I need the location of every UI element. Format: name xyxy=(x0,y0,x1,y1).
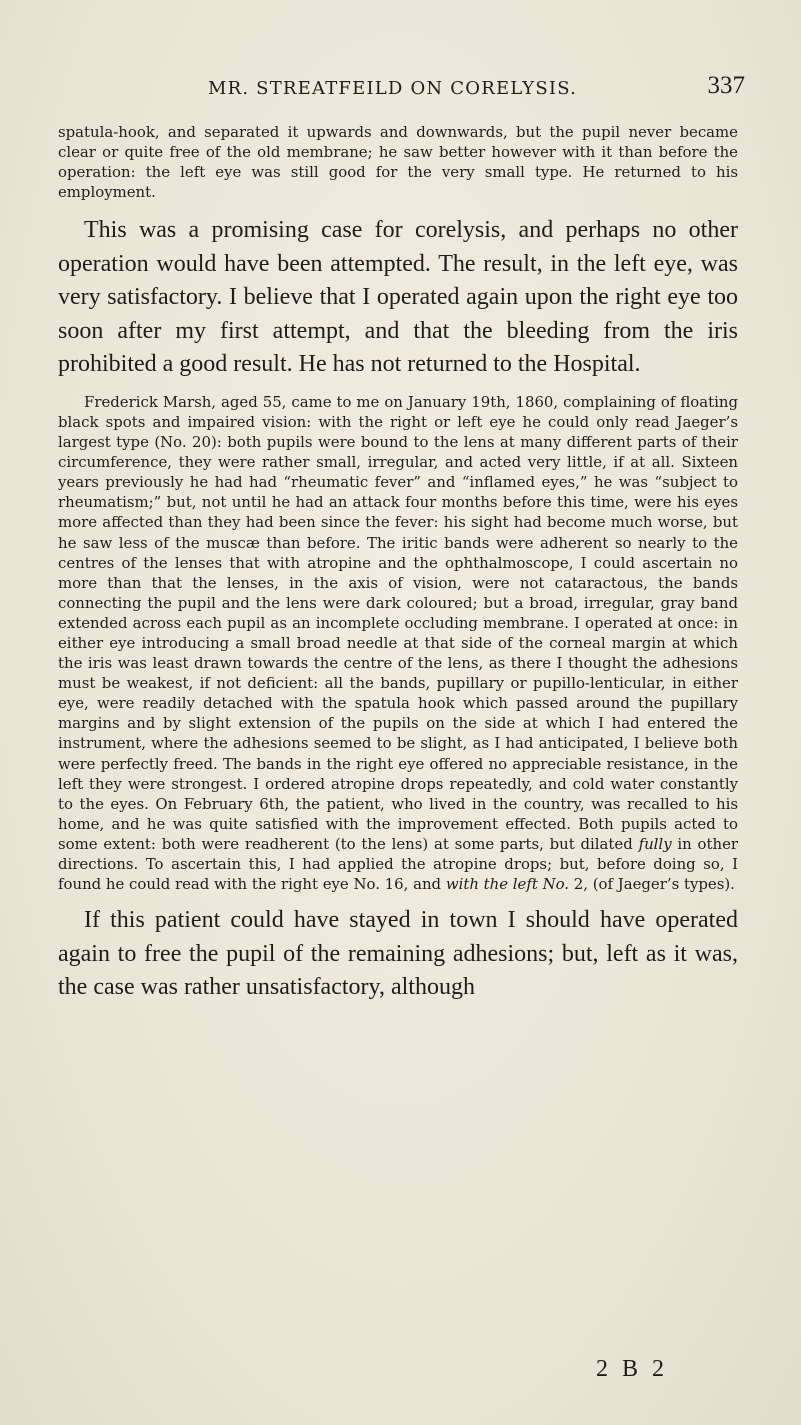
case-italic-left-no: with the left No. xyxy=(445,875,570,894)
signature-mark: 2 B 2 xyxy=(595,1356,668,1382)
case-text-part-3: 2, (of Jaeger’s types). xyxy=(573,875,735,894)
running-head: MR. STREATFEILD ON CORELYSIS. xyxy=(207,78,578,99)
paragraph-case-frederick-marsh xyxy=(58,392,738,894)
paragraph-conclusion: If this patient could have stayed in town I should have operated again to free the pupil of the remaining adhesions; but, left as it was, the case was rather unsatisfactory, although xyxy=(58,907,738,1001)
case-italic-fully: fully xyxy=(638,834,672,853)
case-text-part-1: Frederick Marsh, aged 55, came to me on January 19th, 1860, complaining of floating black spots and impaired vision: with the right or left eye he could only read Jaeger’s largest type (No. 20): both pupils were bound to the lens at many different parts of their circumference, they were rather small, irregular, and acted very little, if at all. Sixteen years previously he had had “rheumatic fever” and “inflamed eyes,” he was “subject to rheumatism;” but, not until he had an attack four months before this time, were his eyes more affected than they had been since the fever: his sight had become much worse, but he saw less of the muscæ than before. The iritic bands were adherent so nearly to the centres of the lenses that with atropine and the ophthalmoscope, I could ascertain no more than that the lenses, in the axis of vision, were not cataractous, the bands connecting the pupil and the lens were dark coloured; but a broad, irregular, gray band extended across each pupil as an incomplete occluding membrane. I operated at once: in either eye introducing a small broad needle at that side of the corneal margin at which the iris was least drawn towards the centre of the lens, as there I thought the adhesions must be weakest, if not deficient: all the bands, pupillary or pupillo-lenticular, in either eye, were readily detached with the spatula hook which passed around the pupillary margins and by slight extension of the pupils on the side at which I had entered the instrument, where the adhesions seemed to be slight, as I had anticipated, I believe both were perfectly freed. The bands in the right eye offered no appreciable resistance, in the left they were strongest. I ordered atropine drops repeatedly, and cold water constantly to the eyes. On February 6th, the patient, who lived in the country, was recalled to his home, and he was quite satisfied with the improvement effected. Both pupils acted to some extent: both were readherent (to the lens) at some parts, but dilated xyxy=(58,392,738,853)
paragraph-commentary: This was a promising case for corelysis, and perhaps no other operation would have been attempted. The result, in the left eye, was very satisfactory. I believe that I operated again upon the right eye too soon after my first attempt, and that the bleeding from the iris prohibited a good result. He has not returned to the Hospital. xyxy=(58,217,738,378)
page-header xyxy=(40,72,745,108)
page-number: 337 xyxy=(707,72,745,99)
case-text-part-2: in other directions. To ascertain this, I had applied the atropine drops; but, before doing so, I found he could read with the right eye No. 16, and xyxy=(58,834,739,894)
paragraph-continuation: spatula-hook, and separated it upwards and downwards, but the pupil never became clear or quite free of the old membrane; he saw better however with it than before the operation: the left eye was still good for the very small type. He returned to his employment. xyxy=(58,123,738,202)
body-text xyxy=(58,122,738,1005)
